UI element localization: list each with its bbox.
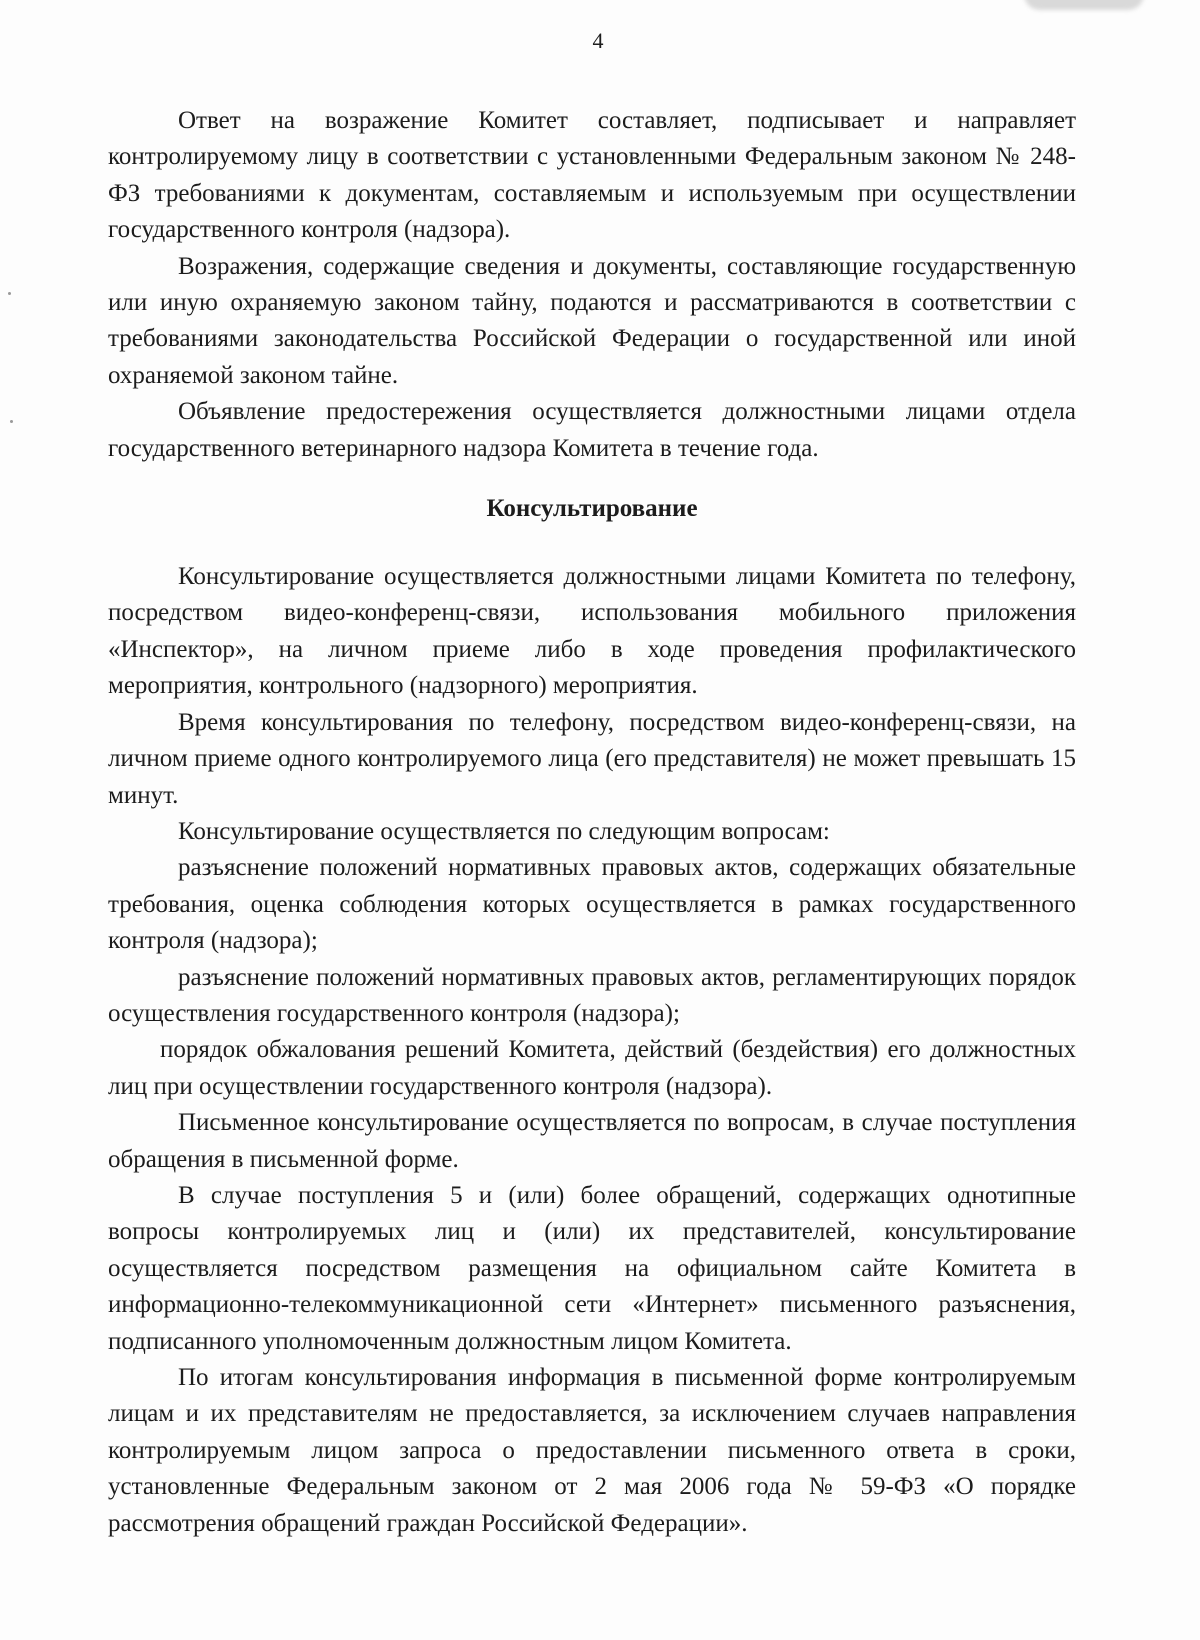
scan-speck xyxy=(8,292,11,295)
paragraph: Ответ на возражение Комитет составляет, подписывает и направляет контролируемому лицу в соответствии с установленными Федеральным законом № 248-ФЗ требованиями к документам, составляемым и используемым при осуществлении государственного контроля (надзора). xyxy=(108,107,1076,244)
list-item: разъяснение положений нормативных правовых актов, содержащих обязательные требования, оценка соблюдения которых осуществляется в рамках государственного контроля (надзора); xyxy=(108,854,1076,955)
paragraph: Время консультирования по телефону, посредством видео-конференц-связи, на личном приеме одного контролируемого лица (его представителя) не может превышать 15 минут. xyxy=(108,708,1076,809)
paragraph: Консультирование осуществляется должностными лицами Комитета по телефону, посредством видео-конференц-связи, использования мобильного приложения «Инспектор», на личном приеме либо в ходе проведения профилактического мероприятия, контрольного (надзорного) мероприятия. xyxy=(108,563,1076,700)
scan-speck xyxy=(10,420,13,423)
list-item: порядок обжалования решений Комитета, действий (бездействия) его должностных лиц при осуществлении государственного контроля (надзора). xyxy=(108,1036,1076,1100)
page-number: 4 xyxy=(592,28,604,53)
paragraph: По итогам консультирования информация в письменной форме контролируемым лицам и их представителям не предоставляется, за исключением случаев направления контролируемым лицом запроса о предоставлении письменного ответа в сроки, установленные Федеральным законом от 2 мая 2006 года № 59-ФЗ «О порядке рассмотрения обращений граждан Российской Федерации». xyxy=(108,1364,1076,1537)
paragraph: Консультирование осуществляется по следующим вопросам: xyxy=(178,817,830,845)
paragraph: В случае поступления 5 и (или) более обращений, содержащих однотипные вопросы контролируемых лиц и (или) их представителей, консультирование осуществляется посредством размещения на официальном сайте Комитета в информационно-телекоммуникационной сети «Интернет» письменного разъяснения, подписанного уполномоченным должностным лицом Комитета. xyxy=(108,1181,1076,1355)
paragraph: Письменное консультирование осуществляется по вопросам, в случае поступления обращения в письменной форме. xyxy=(108,1109,1076,1173)
paragraph: Возражения, содержащие сведения и документы, составляющие государственную или иную охраняемую законом тайну, подаются и рассматриваются в соответствии с требованиями законодательства Российской Федерации о государственной или иной охраняемой законом тайне. xyxy=(108,252,1076,389)
paragraph: Объявление предостережения осуществляется должностными лицами отдела государственного ветеринарного надзора Комитета в течение года. xyxy=(108,398,1076,462)
section-heading: Консультирование xyxy=(486,495,698,523)
scan-shadow xyxy=(1024,0,1144,10)
document-body xyxy=(108,103,1076,1542)
list-item: разъяснение положений нормативных правовых актов, регламентирующих порядок осуществления государственного контроля (надзора); xyxy=(108,963,1076,1027)
